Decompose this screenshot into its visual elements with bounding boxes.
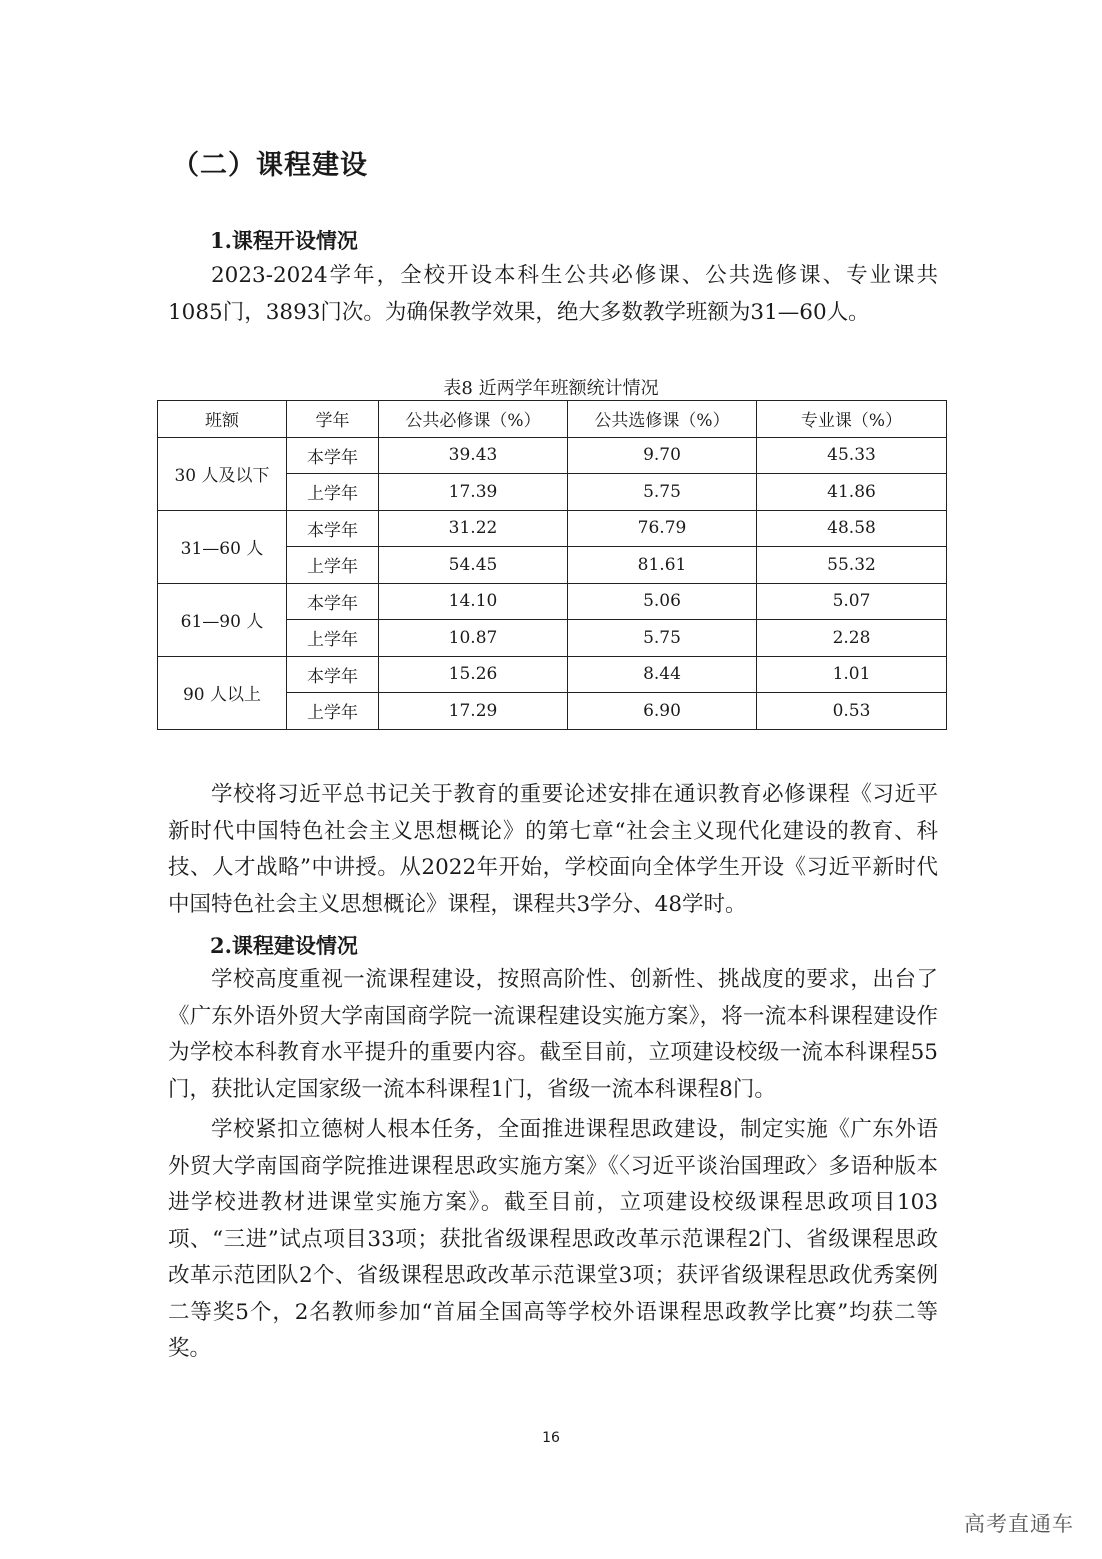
value-cell: 6.90 xyxy=(568,693,757,730)
table-header-cell: 学年 xyxy=(287,401,379,438)
year-cell: 上学年 xyxy=(287,547,379,584)
table-header-cell: 班额 xyxy=(158,401,287,438)
class-size-label: 30 人及以下 xyxy=(158,437,287,510)
year-cell: 上学年 xyxy=(287,474,379,511)
subsection-heading: 2.课程建设情况 xyxy=(210,933,358,958)
value-cell: 48.58 xyxy=(757,510,947,547)
value-cell: 0.53 xyxy=(757,693,947,730)
class-size-table xyxy=(157,400,947,730)
year-cell: 上学年 xyxy=(287,693,379,730)
value-cell: 5.06 xyxy=(568,583,757,620)
section-title: （二）课程建设 xyxy=(172,150,368,181)
table-row xyxy=(158,656,947,693)
paragraph: 学校将习近平总书记关于教育的重要论述安排在通识教育必修课程《习近平新时代中国特色社会主义思想概论》的第七章“社会主义现代化建设的教育、科技、人才战略”中讲授。从2022年开始，学校面向全体学生开设《习近平新时代中国特色社会主义思想概论》课程，课程共3学分、48学时。 xyxy=(168,782,938,917)
year-cell: 本学年 xyxy=(287,656,379,693)
value-cell: 10.87 xyxy=(379,620,568,657)
value-cell: 9.70 xyxy=(568,437,757,474)
value-cell: 14.10 xyxy=(379,583,568,620)
table-caption: 表8 近两学年班额统计情况 xyxy=(443,378,659,399)
page-number: 16 xyxy=(542,1430,560,1446)
class-size-label: 31—60 人 xyxy=(158,510,287,583)
table-row xyxy=(158,510,947,547)
value-cell: 39.43 xyxy=(379,437,568,474)
value-cell: 5.75 xyxy=(568,474,757,511)
year-cell: 本学年 xyxy=(287,437,379,474)
table-header-row xyxy=(158,401,947,438)
value-cell: 54.45 xyxy=(379,547,568,584)
value-cell: 41.86 xyxy=(757,474,947,511)
value-cell: 8.44 xyxy=(568,656,757,693)
value-cell: 1.01 xyxy=(757,656,947,693)
year-cell: 本学年 xyxy=(287,583,379,620)
value-cell: 2.28 xyxy=(757,620,947,657)
class-size-label: 90 人以上 xyxy=(158,656,287,729)
table-header-cell: 公共必修课（%） xyxy=(379,401,568,438)
value-cell: 5.75 xyxy=(568,620,757,657)
value-cell: 15.26 xyxy=(379,656,568,693)
paragraph: 2023-2024学年，全校开设本科生公共必修课、公共选修课、专业课共1085门，3893门次。为确保教学效果，绝大多数教学班额为31—60人。 xyxy=(168,263,938,325)
table-row xyxy=(158,583,947,620)
subsection-heading: 1.课程开设情况 xyxy=(210,228,358,253)
class-size-label: 61—90 人 xyxy=(158,583,287,656)
watermark: 高考直通车 xyxy=(964,1512,1074,1536)
paragraph: 学校紧扣立德树人根本任务，全面推进课程思政建设，制定实施《广东外语外贸大学南国商学院推进课程思政实施方案》《〈习近平谈治国理政〉多语种版本进学校进教材进课堂实施方案》。截至目前，立项建设校级课程思政项目103项、“三进”试点项目33项；获批省级课程思政改革示范课程2门、省级课程思政改革示范团队2个、省级课程思政改革示范课堂3项；获评省级课程思政优秀案例二等奖5个，2名教师参加“首届全国高等学校外语课程思政教学比赛”均获二等奖。 xyxy=(168,1117,938,1361)
value-cell: 17.29 xyxy=(379,693,568,730)
value-cell: 45.33 xyxy=(757,437,947,474)
table-header-cell: 专业课（%） xyxy=(757,401,947,438)
value-cell: 5.07 xyxy=(757,583,947,620)
year-cell: 本学年 xyxy=(287,510,379,547)
year-cell: 上学年 xyxy=(287,620,379,657)
paragraph: 学校高度重视一流课程建设，按照高阶性、创新性、挑战度的要求，出台了《广东外语外贸大学南国商学院一流课程建设实施方案》，将一流本科课程建设作为学校本科教育水平提升的重要内容。截至目前，立项建设校级一流本科课程55门，获批认定国家级一流本科课程1门，省级一流本科课程8门。 xyxy=(168,967,938,1102)
value-cell: 76.79 xyxy=(568,510,757,547)
value-cell: 31.22 xyxy=(379,510,568,547)
table-row xyxy=(158,437,947,474)
value-cell: 81.61 xyxy=(568,547,757,584)
table-header-cell: 公共选修课（%） xyxy=(568,401,757,438)
value-cell: 55.32 xyxy=(757,547,947,584)
value-cell: 17.39 xyxy=(379,474,568,511)
